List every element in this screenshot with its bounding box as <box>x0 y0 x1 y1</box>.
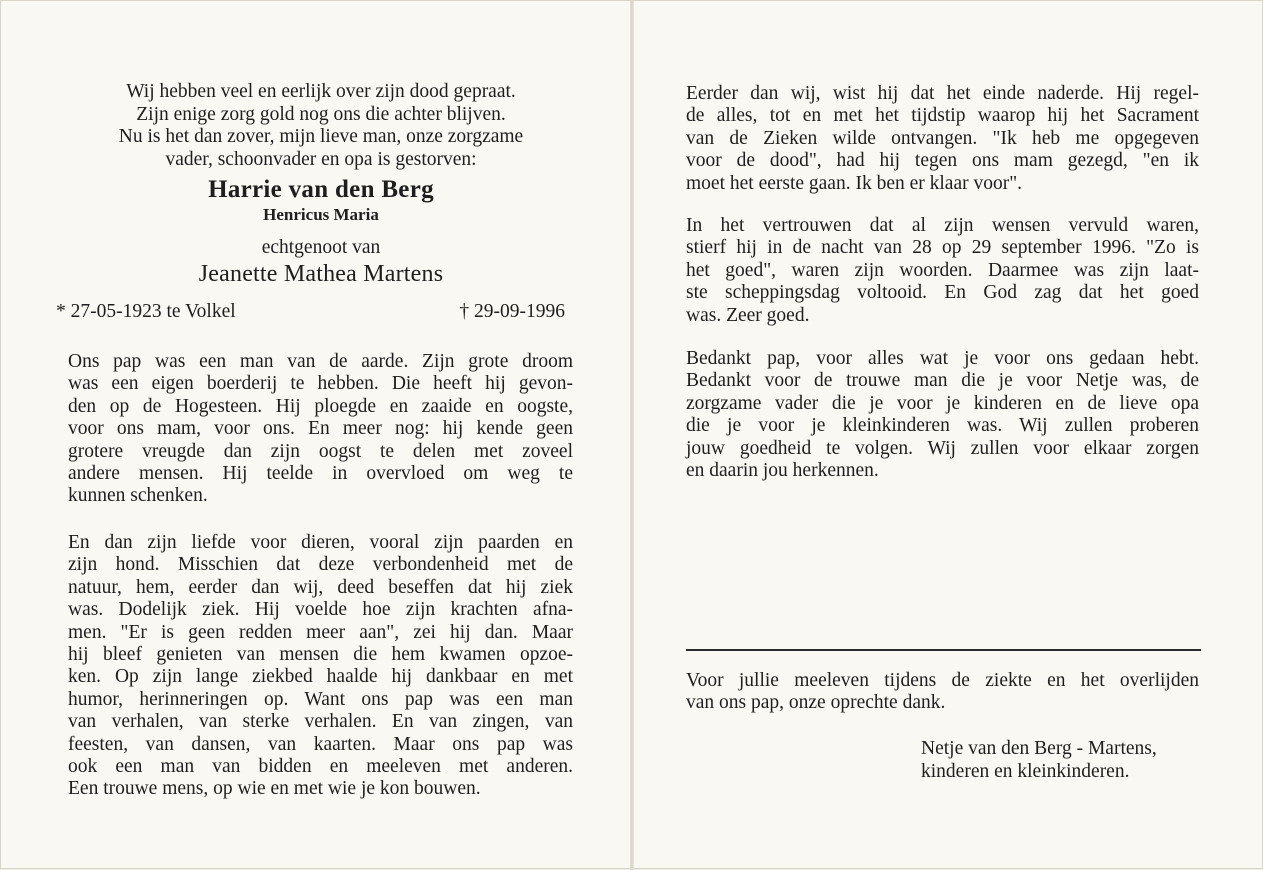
text-line: het goed", waren zijn woorden. Daarmee was zijn laat- <box>686 259 1199 281</box>
text-line: van verhalen, van sterke verhalen. En van zingen, van <box>68 711 573 733</box>
text-line: ken. Op zijn lange ziekbed haalde hij dankbaar en met <box>68 666 573 688</box>
text-line: Bedankt pap, voor alles wat je voor ons gedaan hebt. <box>686 348 1199 369</box>
signature-line: kinderen en kleinkinderen. <box>921 761 1130 782</box>
given-names: Henricus Maria <box>263 205 379 224</box>
text-line: de alles, tot en met het tijdstip waarop hij het Sacrament <box>686 105 1199 127</box>
text-line: In het vertrouwen dat al zijn wensen vervuld waren, <box>686 215 1199 236</box>
text-line: voor de dood", had hij tegen ons mam gezegd, "en ik <box>686 150 1199 172</box>
divider-line <box>686 649 1201 651</box>
paragraph-animals <box>68 532 573 801</box>
signature <box>921 737 1157 783</box>
text-line: en daarin jou herkennen. <box>686 460 879 482</box>
text-line: van de Zieken wilde ontvangen. "Ik heb me opgegeven <box>686 127 1199 149</box>
text-line: andere mensen. Hij teelde in overvloed om weg te <box>68 463 573 485</box>
text-line: En dan zijn liefde voor dieren, vooral zijn paarden en <box>68 532 573 553</box>
paragraph-end <box>686 83 1199 195</box>
text-line: humor, herinneringen op. Want ons pap was een man <box>68 688 573 710</box>
text-line: zorgzame vader die je voor je kinderen en de lieve opa <box>686 392 1199 414</box>
text-line: zijn hond. Misschien dat deze verbondenheid met de <box>68 554 573 576</box>
death-date: † 29-09-1996 <box>459 301 565 322</box>
poem-line: Zijn enige zorg gold nog ons die achter blijven. <box>136 103 506 125</box>
text-line: moet het eerste gaan. Ik ben er klaar voor". <box>686 172 1023 194</box>
text-line: natuur, hem, eerder dan wij, deed beseffen dat hij ziek <box>68 576 573 598</box>
text-line: die je voor je kleinkinderen was. Wij zullen proberen <box>686 415 1199 437</box>
text-line: Voor jullie meeleven tijdens de ziekte en het overlijden <box>686 670 1199 691</box>
text-line: van ons pap, onze oprechte dank. <box>686 692 946 714</box>
text-line: jouw goedheid te volgen. Wij zullen voor elkaar zorgen <box>686 437 1199 459</box>
text-line: den op de Hogesteen. Hij ploegde en zaaide en oogste, <box>68 395 573 417</box>
card-fold <box>630 1 634 870</box>
text-line: Eerder dan wij, wist hij dat het einde naderde. Hij regel- <box>686 83 1199 104</box>
text-line: feesten, van dansen, van kaarten. Maar ons pap was <box>68 733 573 755</box>
deceased-name: Harrie van den Berg <box>208 176 434 203</box>
opening-poem <box>41 81 601 171</box>
text-line: Bedankt voor de trouwe man die je voor Netje was, de <box>686 370 1199 392</box>
text-line: Ons pap was een man van de aarde. Zijn grote droom <box>68 351 573 372</box>
text-line: Een trouwe mens, op wie en met wie je kon bouwen. <box>68 778 481 800</box>
text-line: ste scheppingsdag voltooid. En God zag dat het goed <box>686 282 1199 304</box>
spouse-name: Jeanette Mathea Martens <box>198 261 444 287</box>
paragraph-farmer <box>68 351 573 508</box>
text-line: was. Zeer goed. <box>686 304 810 326</box>
spouse-label: echtgenoot van <box>261 237 381 258</box>
text-line: ook een man van bidden en meeleven met anderen. <box>68 756 573 778</box>
text-line: was een eigen boerderij te hebben. Die heeft hij gevon- <box>68 373 573 395</box>
poem-line: Wij hebben veel en eerlijk over zijn dood gepraat. <box>126 81 516 102</box>
text-line: stierf hij in de nacht van 28 op 29 september 1996. "Zo is <box>686 237 1199 259</box>
poem-line: vader, schoonvader en opa is gestorven: <box>165 148 477 170</box>
thanks-note <box>686 670 1199 715</box>
paragraph-passing <box>686 215 1199 327</box>
paragraph-gratitude <box>686 348 1199 482</box>
text-line: grotere vreugde dan zijn oogst te delen met zoveel <box>68 440 573 462</box>
text-line: kunnen schenken. <box>68 485 208 507</box>
text-line: hij bleef genieten van mensen die hem kwamen opzoe- <box>68 644 573 666</box>
text-line: men. "Er is geen redden meer aan", zei hij dan. Maar <box>68 621 573 643</box>
signature-line: Netje van den Berg - Martens, <box>921 738 1157 759</box>
text-line: voor ons mam, voor ons. En meer nog: hij kende geen <box>68 418 573 440</box>
poem-line: Nu is het dan zover, mijn lieve man, onze zorgzame <box>118 126 524 147</box>
text-line: was. Dodelijk ziek. Hij voelde hoe zijn krachten afna- <box>68 599 573 621</box>
birth-date: * 27-05-1923 te Volkel <box>56 301 236 322</box>
